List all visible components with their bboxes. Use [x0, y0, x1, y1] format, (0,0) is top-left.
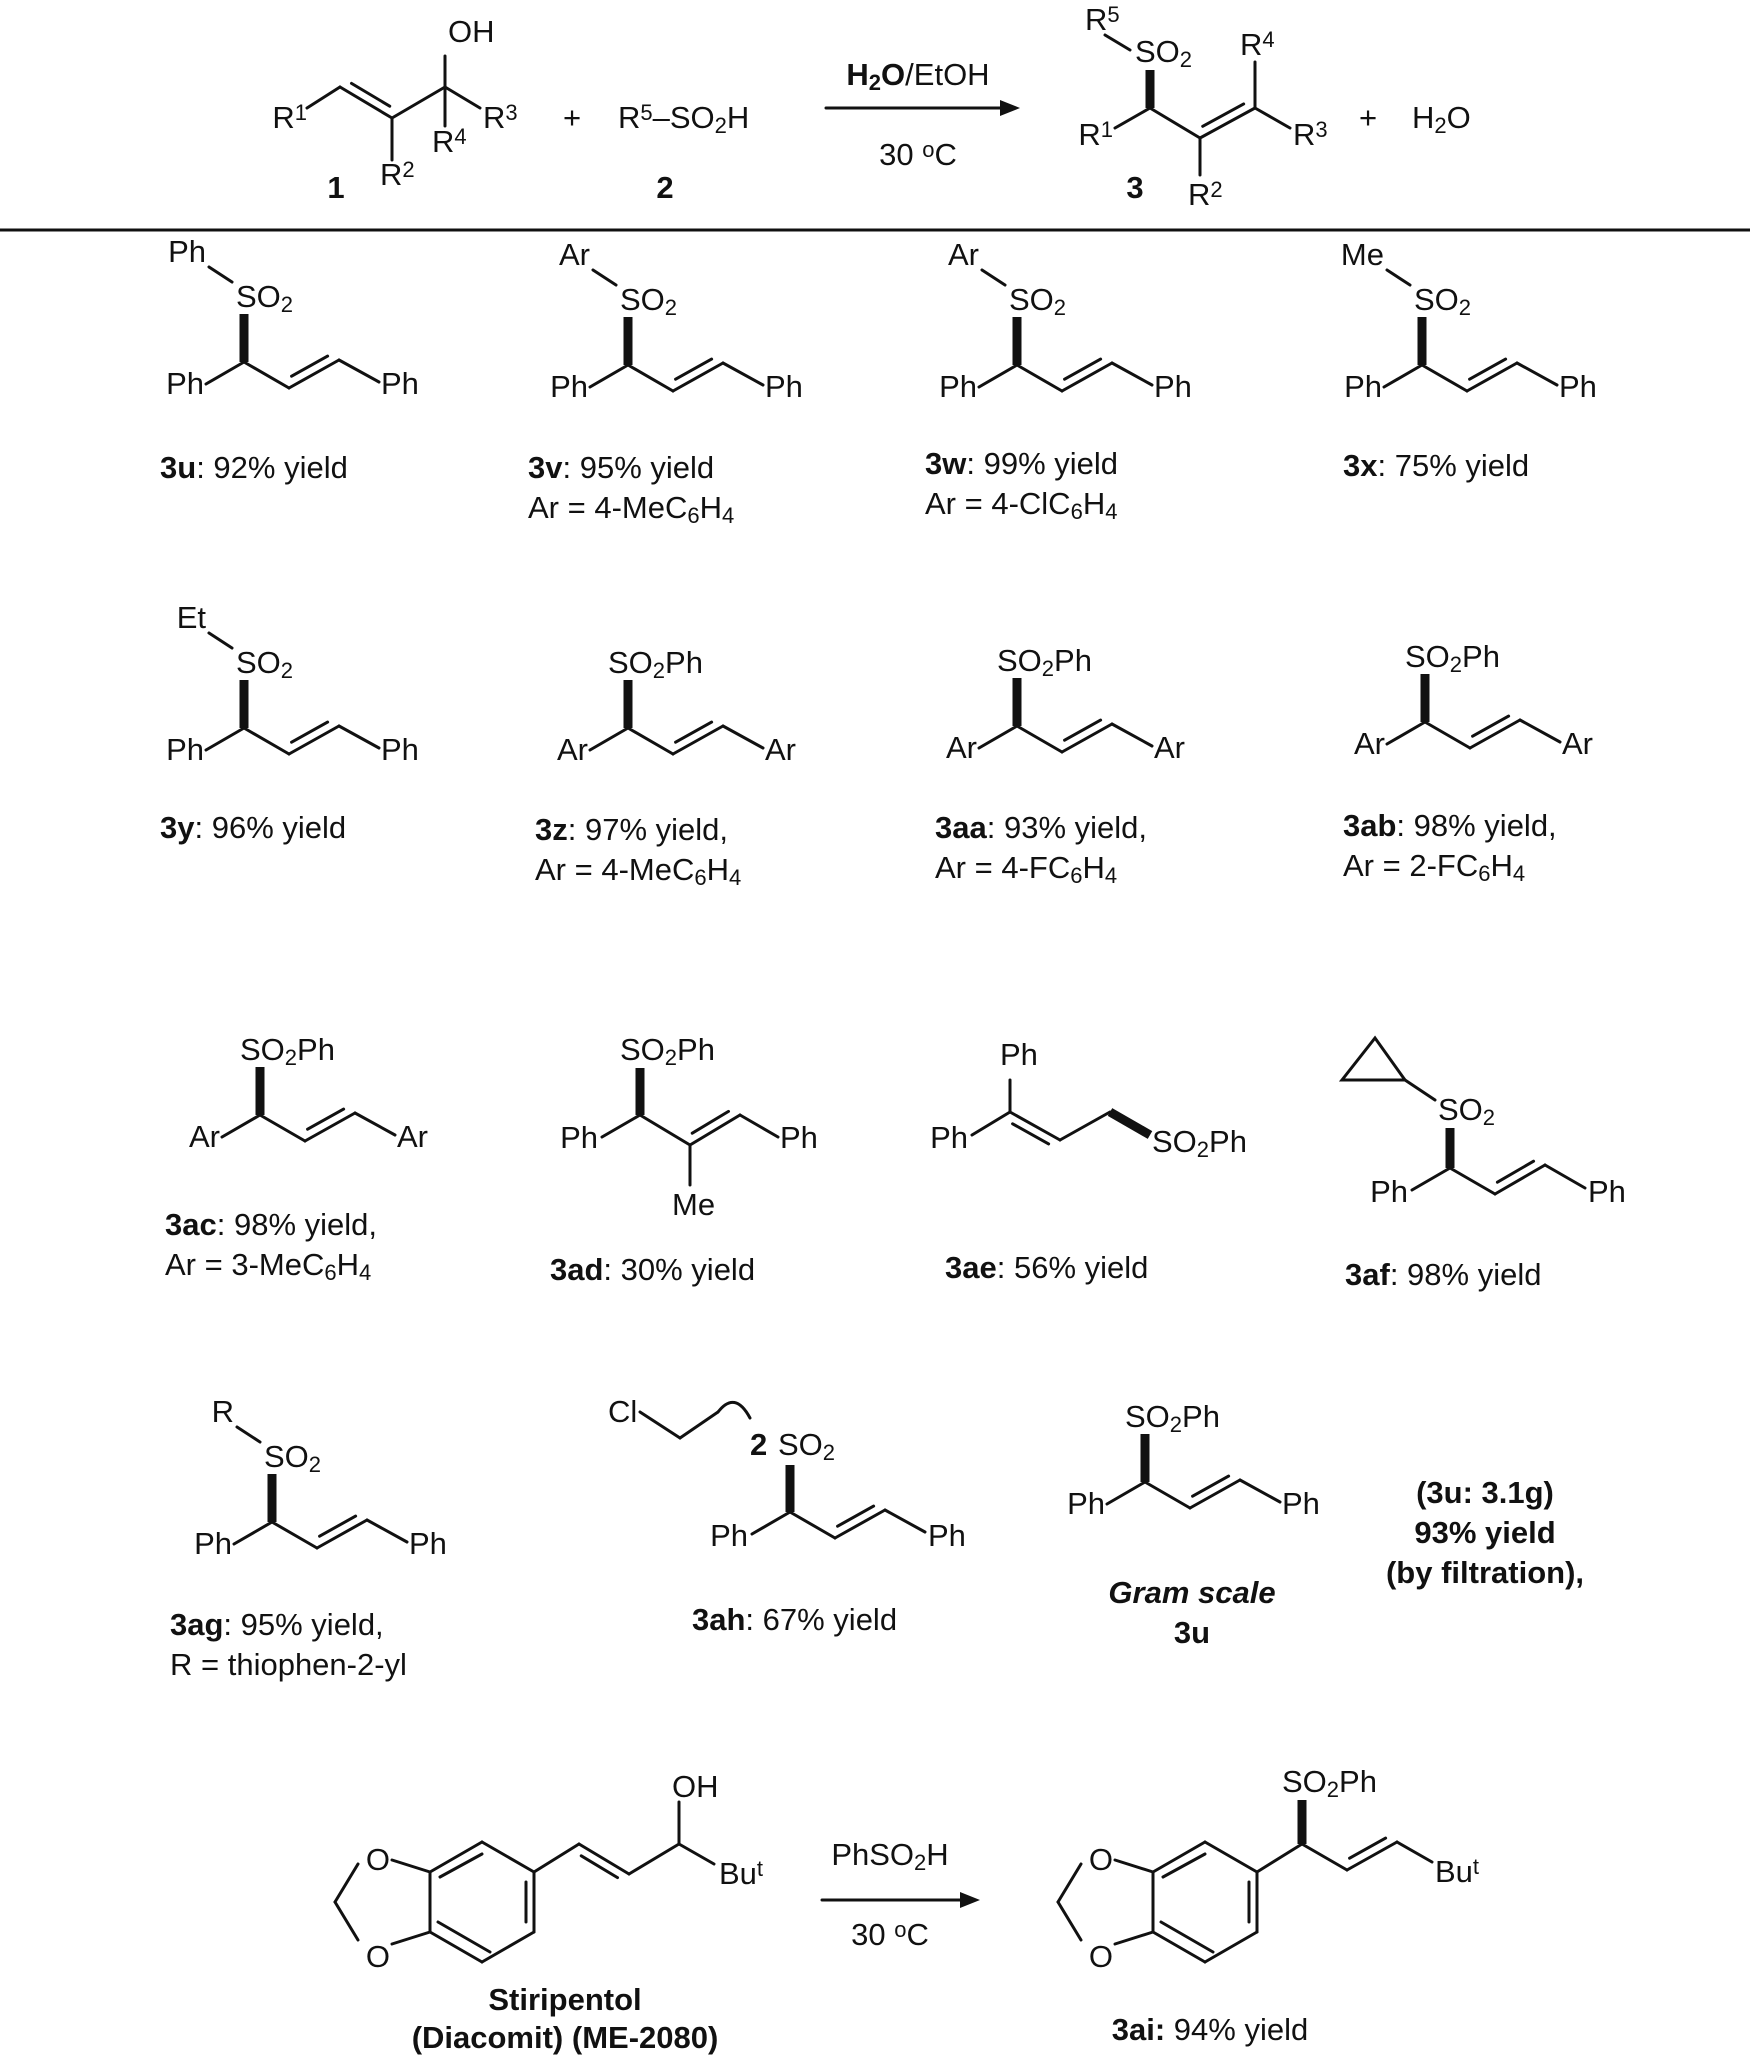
bond — [1257, 1844, 1302, 1872]
compound-caption: 3v: 95% yield — [528, 450, 715, 485]
sulfonyl-label: SO2 — [1009, 282, 1067, 320]
bond — [335, 1864, 358, 1902]
compound-note: Ar = 4-ClC6H4 — [925, 486, 1118, 524]
bond — [244, 728, 289, 754]
compound-note: Ar = 3-MeC6H4 — [165, 1247, 372, 1285]
bond — [1060, 1112, 1110, 1140]
double-bond-inner — [292, 722, 328, 742]
bond — [790, 1512, 835, 1538]
bond — [1115, 1860, 1153, 1872]
oxygen-label: O — [1088, 1842, 1113, 1877]
bond — [640, 1412, 680, 1438]
compound-caption: 3ai: 94% yield — [1111, 2012, 1309, 2047]
substituent-label: Ph — [765, 369, 803, 404]
bond — [1112, 724, 1152, 746]
bond — [1425, 722, 1470, 748]
ring-bond — [1205, 1842, 1257, 1872]
substituent-label: Ph — [710, 1518, 748, 1553]
bond — [680, 1412, 718, 1438]
compound-number: 1 — [327, 170, 345, 205]
bond — [1105, 35, 1130, 50]
substituent-label: Ph — [560, 1120, 598, 1155]
bond — [979, 726, 1017, 748]
substituent-label: Ph — [550, 369, 588, 404]
substituent-label: Ar — [189, 1119, 220, 1154]
r4-label: R4 — [1240, 26, 1275, 62]
bond — [222, 1115, 260, 1137]
bond — [1520, 720, 1560, 742]
compound-caption: 3y: 96% yield — [160, 810, 347, 845]
compound-caption: 3ag: 95% yield, — [170, 1607, 384, 1642]
bond — [339, 726, 379, 748]
bond — [1058, 1902, 1081, 1940]
bond — [367, 1520, 407, 1542]
bond — [723, 363, 763, 385]
byproduct-label: H2O — [1412, 100, 1471, 138]
ring-bond — [482, 1932, 534, 1962]
bond — [679, 1844, 714, 1864]
bond — [885, 1510, 925, 1532]
substituent-label: Ph — [409, 1526, 447, 1561]
bond — [1422, 365, 1467, 391]
substituent-label: Ph — [1588, 1174, 1626, 1209]
substituent-label: Ph — [928, 1518, 966, 1553]
gram-scale-compound: 3u — [1173, 1615, 1211, 1650]
bond — [209, 267, 232, 282]
r1-label: R1 — [272, 99, 307, 135]
bond — [1150, 108, 1200, 138]
substituent-label: Ph — [780, 1120, 818, 1155]
bond — [1240, 1480, 1280, 1502]
tert-butyl-label: But — [1435, 1853, 1480, 1889]
bond — [339, 360, 379, 382]
bond — [602, 1115, 640, 1137]
bond — [237, 1427, 260, 1442]
bond — [1302, 1844, 1347, 1870]
substituent-label: Ph — [1154, 369, 1192, 404]
compound-caption: 3ac: 98% yield, — [165, 1207, 377, 1242]
double-bond-inner — [676, 359, 712, 379]
plus-sign: + — [1358, 100, 1378, 135]
sulfonyl-label: SO2 — [1414, 282, 1472, 320]
reagent-label: PhSO2H — [831, 1837, 949, 1875]
ring-bond — [1153, 1932, 1205, 1962]
bond — [1017, 365, 1062, 391]
gram-scale-line: (by filtration), — [1385, 1555, 1585, 1590]
compound-caption: 3ad: 30% yield — [550, 1252, 756, 1287]
substituent-label: Ar — [1562, 726, 1593, 761]
bond — [1145, 1482, 1190, 1508]
double-bond-inner — [1350, 1838, 1386, 1858]
cyclopropyl-ring — [1342, 1038, 1405, 1080]
sulfonyl-substituent: R — [211, 1394, 234, 1429]
bond — [206, 728, 244, 750]
bond — [1405, 1080, 1435, 1100]
bond — [1517, 363, 1557, 385]
ring-inner-bond — [1161, 1922, 1213, 1952]
sulfonyl-label: SO2Ph — [1152, 1124, 1247, 1162]
double-bond-inner — [1193, 1476, 1229, 1496]
r3-label: R3 — [1293, 116, 1328, 152]
r2-label: R2 — [380, 156, 415, 192]
ring-inner-bond — [438, 1922, 490, 1952]
double-bond-inner — [1473, 716, 1509, 736]
sulfonyl-substituent: Me — [1340, 237, 1384, 272]
r2-label: R2 — [1188, 176, 1223, 212]
sulfonyl-substituent: Ph — [168, 234, 206, 269]
substituent-label: Ph — [1559, 369, 1597, 404]
substituent-label: Ph — [1000, 1037, 1038, 1072]
r3-label: R3 — [483, 99, 518, 135]
arrowhead — [960, 1892, 980, 1908]
bond — [593, 270, 616, 285]
bond — [1107, 1482, 1145, 1504]
bond — [244, 362, 289, 388]
bond — [628, 728, 673, 754]
substituent-label: Ph — [939, 369, 977, 404]
compound-caption: 3z: 97% yield, — [535, 812, 729, 847]
bond — [534, 1844, 579, 1872]
compound-caption: 3ah: 67% yield — [692, 1602, 898, 1637]
double-bond-inner — [1065, 720, 1101, 740]
plus-sign: + — [562, 100, 582, 135]
sulfonyl-label: SO2 — [778, 1427, 836, 1465]
bond — [392, 1932, 430, 1944]
chain-bracket — [718, 1402, 750, 1418]
double-bond-inner — [351, 83, 389, 106]
drug-name: Stiripentol — [488, 1982, 642, 2017]
bond — [979, 365, 1017, 387]
bond — [392, 87, 445, 118]
sulfonyl-label: SO2Ph — [620, 1032, 715, 1070]
compound-note: Ar = 4-MeC6H4 — [535, 852, 742, 890]
drug-name-alias: (Diacomit) (ME-2080) — [411, 2020, 719, 2055]
condition-label: 30 oC — [879, 136, 957, 172]
bond — [628, 365, 673, 391]
sulfonyl-label: SO2Ph — [1282, 1764, 1377, 1802]
bond — [272, 1522, 317, 1548]
bond — [1115, 1932, 1153, 1944]
double-bond-inner — [1470, 359, 1506, 379]
bond — [1387, 722, 1425, 744]
ring-bond — [430, 1932, 482, 1962]
bond — [335, 1902, 358, 1940]
compound-note: R = thiophen-2-yl — [170, 1647, 407, 1682]
substituent-label: Ph — [381, 732, 419, 767]
bond — [723, 726, 763, 748]
sulfonyl-label: SO2 — [236, 645, 294, 683]
reagent-label: H2O/EtOH — [846, 57, 990, 95]
compound-caption: 3ab: 98% yield, — [1343, 808, 1557, 843]
substituent-label: Ph — [930, 1120, 968, 1155]
bond — [307, 87, 340, 108]
bond — [1112, 363, 1152, 385]
compound-caption: 3x: 75% yield — [1343, 448, 1530, 483]
sulfonyl-substituent: Ar — [948, 237, 979, 272]
double-bond-inner — [292, 356, 328, 376]
double-bond-inner — [1497, 1161, 1533, 1182]
wedge-bond — [1110, 1112, 1150, 1135]
bond — [234, 1522, 272, 1544]
substituent-label: Me — [672, 1187, 716, 1222]
ring-inner-bond — [440, 1854, 482, 1877]
oxygen-label: O — [365, 1939, 390, 1974]
bond — [590, 728, 628, 750]
compound-note: Ar = 4-MeC6H4 — [528, 490, 735, 528]
bond — [1017, 726, 1062, 752]
bond — [206, 362, 244, 384]
double-bond-inner — [320, 1516, 356, 1536]
bond — [1545, 1165, 1585, 1188]
sulfonyl-label: SO2Ph — [240, 1032, 335, 1070]
sulfonyl-label: SO2 — [1438, 1092, 1496, 1130]
oxygen-label: O — [1088, 1939, 1113, 1974]
sulfonyl-substituent: Et — [176, 600, 206, 635]
substituent-label: Ar — [765, 732, 796, 767]
compound-caption: 3af: 98% yield — [1345, 1257, 1542, 1292]
double-bond-inner — [1013, 1124, 1049, 1144]
chain-count: 2 — [750, 1427, 768, 1462]
substituent-label: Ar — [946, 730, 977, 765]
bond — [982, 270, 1005, 285]
substituent-label: Cl — [608, 1394, 638, 1429]
bond — [1384, 365, 1422, 387]
sulfonyl-label: SO2Ph — [997, 643, 1092, 681]
bond — [355, 1113, 395, 1135]
sulfonyl-label: SO2Ph — [1405, 639, 1500, 677]
bond — [1387, 270, 1410, 285]
gram-scale-line: (3u: 3.1g) — [1416, 1475, 1554, 1510]
arrowhead — [1000, 100, 1020, 116]
double-bond-inner — [581, 1856, 617, 1878]
double-bond-inner — [308, 1109, 344, 1129]
so2-label: SO2 — [1135, 34, 1193, 72]
ring-bond — [482, 1842, 534, 1872]
compound-number: 2 — [656, 170, 674, 205]
substituent-label: Ar — [557, 732, 588, 767]
bond — [1115, 108, 1150, 128]
bond — [445, 87, 480, 108]
substituent-label: Ar — [1154, 730, 1185, 765]
compound-caption: 3u: 92% yield — [160, 450, 348, 485]
compound-caption: 3w: 99% yield — [925, 446, 1118, 481]
sulfonyl-label: SO2 — [264, 1439, 322, 1477]
bond — [740, 1115, 778, 1137]
reactant2-formula: R5–SO2H — [618, 99, 750, 138]
sulfonyl-label: SO2Ph — [608, 645, 703, 683]
bond — [1255, 108, 1290, 128]
sulfonyl-label: SO2Ph — [1125, 1399, 1220, 1437]
compound-caption: 3aa: 93% yield, — [935, 810, 1147, 845]
ring-bond — [1205, 1932, 1257, 1962]
substituent-label: Ph — [1282, 1486, 1320, 1521]
substituent-label: Ph — [166, 366, 204, 401]
sulfonyl-label: SO2 — [620, 282, 678, 320]
compound-number: 3 — [1126, 170, 1144, 205]
oh-label: OH — [672, 1769, 719, 1804]
bond — [209, 633, 232, 648]
substituent-label: Ph — [1344, 369, 1382, 404]
double-bond-inner — [1065, 359, 1101, 379]
oxygen-label: O — [365, 1842, 390, 1877]
double-bond-inner — [1203, 104, 1244, 126]
bond — [1058, 1864, 1081, 1902]
bond — [590, 365, 628, 387]
compound-caption: 3ae: 56% yield — [945, 1250, 1149, 1285]
bond — [629, 1844, 679, 1874]
bond — [1450, 1168, 1495, 1194]
compound-note: Ar = 2-FC6H4 — [1343, 848, 1526, 886]
bond — [392, 1860, 430, 1872]
condition-label: 30 oC — [851, 1916, 929, 1952]
gram-scale-title: Gram scale — [1108, 1575, 1276, 1610]
substituent-label: Ph — [1370, 1174, 1408, 1209]
double-bond-inner — [838, 1506, 874, 1526]
oh-label: OH — [448, 14, 495, 49]
bond — [972, 1112, 1010, 1135]
tert-butyl-label: But — [719, 1855, 764, 1891]
compound-note: Ar = 4-FC6H4 — [935, 850, 1118, 888]
bond — [260, 1115, 305, 1141]
substituent-label: Ar — [397, 1119, 428, 1154]
sulfonyl-label: SO2 — [236, 279, 294, 317]
r5-label: R5 — [1085, 1, 1120, 37]
substituent-label: Ar — [1354, 726, 1385, 761]
gram-scale-line: 93% yield — [1414, 1515, 1556, 1550]
double-bond-inner — [676, 722, 712, 742]
r4-label: R4 — [432, 123, 467, 159]
bond — [640, 1115, 690, 1145]
ring-inner-bond — [1163, 1854, 1205, 1877]
substituent-label: Ph — [194, 1526, 232, 1561]
r1-label: R1 — [1078, 116, 1113, 152]
substituent-label: Ph — [1067, 1486, 1105, 1521]
substituent-label: Ph — [381, 366, 419, 401]
sulfonyl-substituent: Ar — [559, 237, 590, 272]
bond — [1412, 1168, 1450, 1190]
double-bond-inner — [692, 1111, 728, 1133]
bond — [1397, 1842, 1432, 1862]
bond — [752, 1512, 790, 1534]
substituent-label: Ph — [166, 732, 204, 767]
